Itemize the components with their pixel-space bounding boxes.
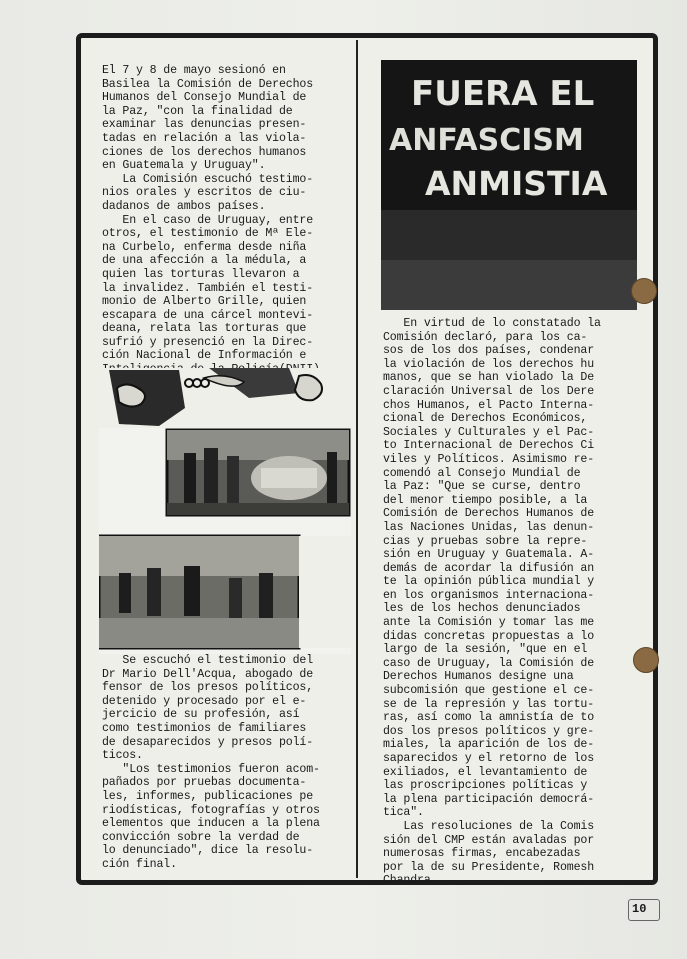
photo-collage	[99, 368, 351, 654]
text-line: elementos que inducen a la plena	[102, 817, 320, 831]
text-line: Derechos Humanos designe una	[383, 670, 574, 684]
text-line: quien las torturas llevaron a	[102, 267, 300, 281]
text-line: ante la Comisión y tomar las me	[383, 616, 595, 630]
left-column-top-text	[102, 64, 320, 377]
text-line: deana, relata las torturas que	[102, 322, 307, 336]
text-line: la Paz, "con la finalidad de	[102, 104, 293, 118]
graffiti-line-3: ANMISTIA	[425, 164, 608, 203]
page-number: 10	[632, 902, 647, 916]
text-line: convicción sobre la verdad de	[102, 830, 300, 844]
text-line: sufrió y presenció en la Direc-	[102, 335, 314, 349]
text-line: claración Universal de los Dere	[383, 384, 595, 398]
text-line: "Los testimonios fueron acom-	[102, 762, 320, 776]
text-line: subcomisión que gestione el ce-	[383, 684, 595, 698]
text-line: sión del CMP están avaladas por	[383, 833, 595, 847]
text-line: El 7 y 8 de mayo sesionó en	[102, 64, 286, 77]
text-line: se de la represión y las tortu-	[383, 697, 595, 711]
text-line: dadanos de ambos países.	[102, 199, 266, 213]
text-line: Humanos del Consejo Mundial de	[102, 91, 307, 105]
text-line: Comisión de Derechos Humanos de	[383, 507, 595, 521]
text-line: Basilea la Comisión de Derechos	[102, 77, 314, 91]
text-line: miales, la aparición de los de-	[383, 738, 595, 752]
text-line: ción final.	[102, 857, 177, 871]
text-line: pañados por pruebas documenta-	[102, 776, 307, 790]
text-line: ción Nacional de Información e	[102, 349, 307, 363]
text-line: caso de Uruguay, la Comisión de	[383, 656, 595, 670]
text-line: ticos.	[102, 749, 143, 763]
text-line: cional de Derechos Económicos,	[383, 412, 588, 426]
text-line: la violación de los derechos hu	[383, 357, 595, 371]
text-line: la invalidez. También el testi-	[102, 281, 314, 295]
text-line: La Comisión escuchó testimo-	[102, 172, 314, 186]
text-line: tadas en relación a las viola-	[102, 131, 307, 145]
binder-hole-top	[631, 278, 657, 304]
text-line: les de los hechos denunciados	[383, 602, 581, 616]
text-line: Sociales y Culturales y el Pac-	[383, 425, 595, 439]
graffiti-graphic	[381, 60, 637, 310]
binder-hole-bottom	[633, 647, 659, 673]
text-line: te la opinión pública mundial y	[383, 575, 595, 589]
text-line: lo denunciado", dice la resolu-	[102, 844, 314, 858]
graffiti-line-1: FUERA EL	[411, 74, 595, 114]
text-line: tica".	[383, 806, 424, 820]
text-line: viles y Políticos. Asimismo re-	[383, 452, 595, 466]
text-line: riodísticas, fotografías y otros	[102, 803, 320, 817]
text-line: fensor de los presos políticos,	[102, 681, 314, 695]
text-line: en Guatemala y Uruguay".	[102, 159, 266, 173]
left-column-bottom-text	[102, 654, 320, 872]
text-line: de desaparecidos y presos polí-	[102, 735, 314, 749]
text-line: na Curbelo, enferma desde niña	[102, 240, 307, 254]
text-line: exiliados, el levantamiento de	[383, 765, 588, 779]
text-line: saparecidos y el retorno de los	[383, 752, 595, 765]
text-line: jercicio de su profesión, así	[102, 708, 300, 722]
text-line: to Internacional de Derechos Ci	[383, 439, 595, 453]
graffiti-photo	[381, 60, 637, 310]
text-line: las proscripciones políticas y	[383, 779, 588, 793]
text-line: Las resoluciones de la Comis	[383, 819, 595, 833]
text-line: en los organismos internaciona-	[383, 588, 595, 602]
text-line: les, informes, publicaciones pe	[102, 789, 314, 803]
text-line: Comisión declaró, para los ca-	[383, 330, 588, 344]
text-line: chos Humanos, el Pacto Interna-	[383, 398, 595, 412]
text-line: examinar las denuncias presen-	[102, 118, 307, 132]
text-line: detenido y procesado por el e-	[102, 694, 307, 708]
text-line: monio de Alberto Grille, quien	[102, 295, 307, 309]
right-column-text	[383, 317, 601, 888]
text-line: nios orales y escritos de ciu-	[102, 186, 307, 200]
text-line: manos, que se han violado la De	[383, 371, 595, 385]
text-line: dos los presos políticos y gre-	[383, 724, 595, 738]
text-line: sos de los dos países, condenar	[383, 344, 595, 358]
text-line: por la de su Presidente, Romesh	[383, 860, 595, 874]
text-line: sión en Uruguay y Guatemala. A-	[383, 548, 595, 562]
text-line: como testimonios de familiares	[102, 721, 307, 735]
text-line: la Paz: "Que se curse, dentro	[383, 480, 581, 494]
column-divider	[356, 40, 358, 878]
graffiti-line-2: ANFASCISM	[389, 123, 584, 158]
text-line: largo de la sesión, "que en el	[383, 643, 588, 657]
text-line: comendó al Consejo Mundial de	[383, 466, 581, 480]
text-line: Chandra.	[383, 874, 438, 888]
text-line: Se escuchó el testimonio del	[102, 654, 314, 667]
text-line: didas concretas propuestas a lo	[383, 629, 595, 643]
text-line: Dr Mario Dell'Acqua, abogado de	[102, 667, 314, 681]
text-line: ras, así como la amnistía de to	[383, 711, 595, 725]
text-line: la plena participación democrá-	[383, 792, 595, 806]
text-line: ciones de los derechos humanos	[102, 145, 307, 159]
text-line: otros, el testimonio de Mª Ele-	[102, 227, 314, 241]
text-line: de una afección a la médula, a	[102, 254, 307, 268]
text-line: las Naciones Unidas, las denun-	[383, 520, 595, 534]
text-line: del menor tiempo posible, a la	[383, 493, 588, 507]
text-line: demás de acordar la difusión an	[383, 561, 595, 575]
collage-graphic	[99, 368, 351, 654]
text-line: escapara de una cárcel montevi-	[102, 308, 314, 322]
text-line: En el caso de Uruguay, entre	[102, 213, 314, 227]
text-line: numerosas firmas, encabezadas	[383, 847, 581, 861]
text-line: En virtud de lo constatado la	[383, 317, 601, 330]
text-line: cias y pruebas sobre la repre-	[383, 534, 588, 548]
